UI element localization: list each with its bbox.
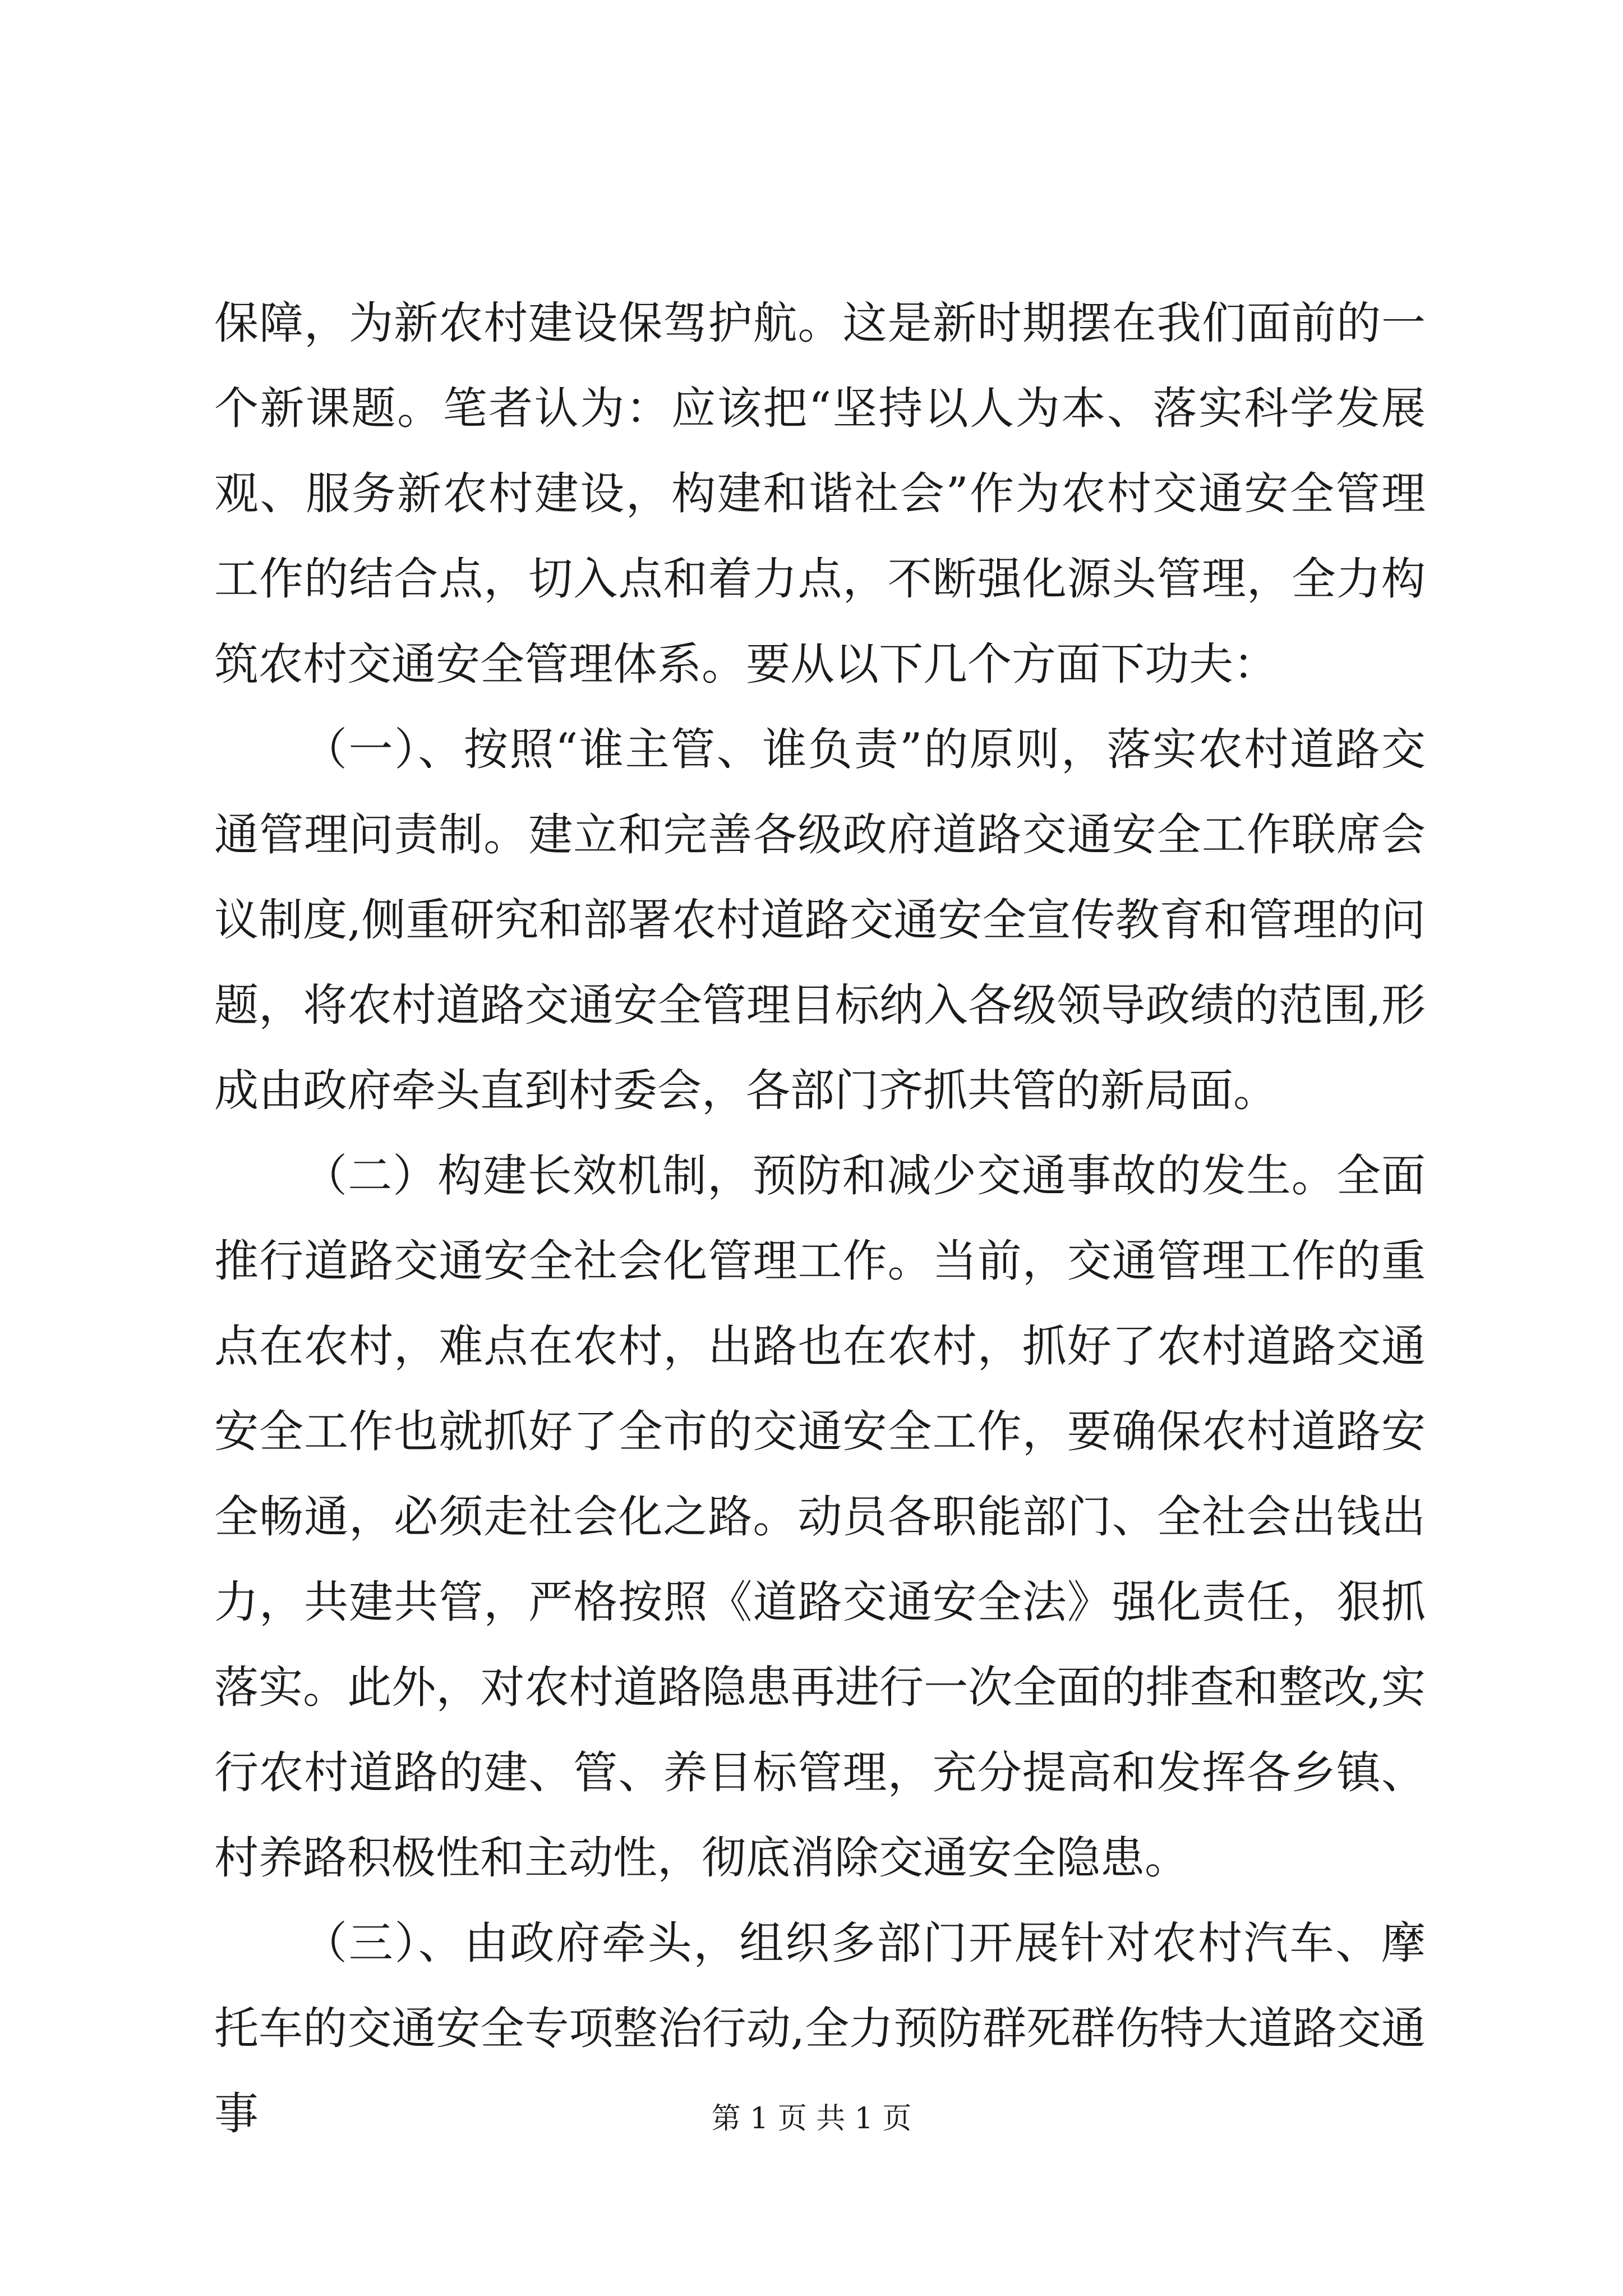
page-footer: 第 1 页 共 1 页 xyxy=(711,2102,912,2136)
document-body xyxy=(214,280,1426,2156)
paragraph-section-2: （二）构建长效机制，预防和减少交通事故的发生。全面推行道路交通安全社会化管理工作。当前，交通管理工作的重点在农村，难点在农村，出路也在农村，抓好了农村道路交通安全工作也就抓好了全市的交通安全工作，要确保农村道路安全畅通，必须走社会化之路。动员各职能部门、全社会出钱出力，共建共管，严格按照《道路交通安全法》强化责任，狠抓落实。此外，对农村道路隐患再进行一次全面的排查和整改,实行农村道路的建、管、养目标管理，充分提高和发挥各乡镇、村养路积极性和主动性，彻底消除交通安全隐患。 xyxy=(214,1150,1426,1884)
paragraph-section-1: （一）、按照“谁主管、谁负责”的原则，落实农村道路交通管理问责制。建立和完善各级政府道路交通安全工作联席会议制度,侧重研究和部署农村道路交通安全宣传教育和管理的问题，将农村道路交通安全管理目标纳入各级领导政绩的范围,形成由政府牵头直到村委会，各部门齐抓共管的新局面。 xyxy=(214,724,1426,1116)
paragraph-section-3: （三）、由政府牵头，组织多部门开展针对农村汽车、摩托车的交通安全专项整治行动,全力预防群死群伤特大道路交通事 xyxy=(214,1917,1426,2139)
paragraph-continuation: 保障，为新农村建设保驾护航。这是新时期摆在我们面前的一个新课题。笔者认为：应该把“坚持以人为本、落实科学发展观、服务新农村建设，构建和谐社会”作为农村交通安全管理工作的结合点，切入点和着力点，不断强化源头管理，全力构筑农村交通安全管理体系。要从以下几个方面下功夫： xyxy=(214,297,1426,690)
